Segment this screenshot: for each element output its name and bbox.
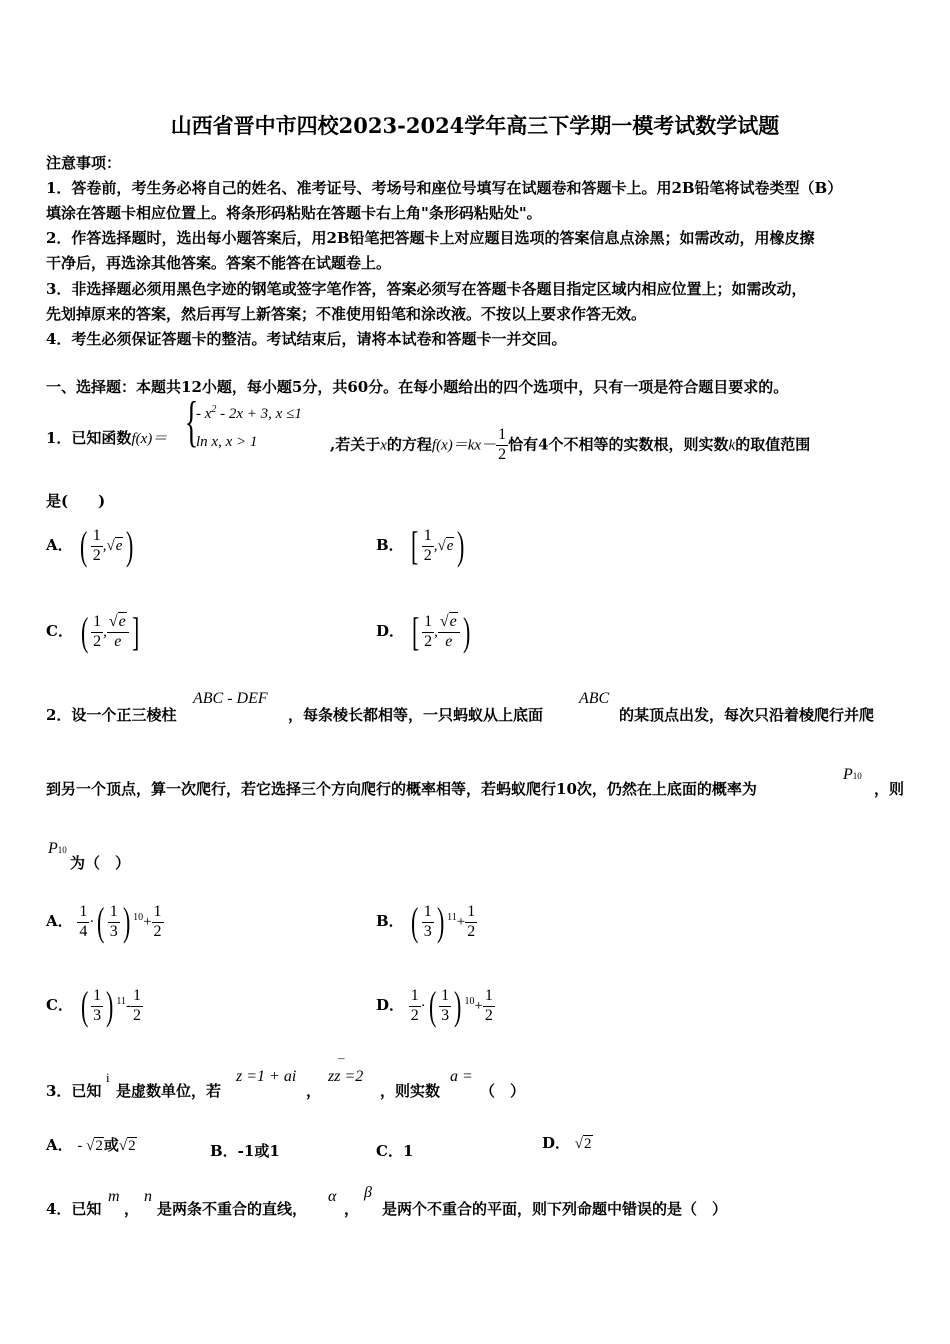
notice-line: 1．答卷前，考生务必将自己的姓名、准考证号、考场号和座位号填写在试题卷和答题卡上。用2B铅笔将试卷类型（B） (46, 179, 843, 197)
section-heading: 一、选择题：本题共12小题，每小题5分，共60分。在每小题给出的四个选项中，只有一项是符合题目要求的。 (46, 378, 789, 396)
q1-prefix: 1．已知函数f(x)＝ (46, 429, 168, 447)
q4-beta: β (364, 1184, 372, 1201)
q4-m: m (108, 1188, 120, 1205)
q1-condition: ,若关于x的方程f(x)＝kx－ $\frac{1}{2}$ 恰有4个不相等的实数根，则实数k的取值范围 (330, 426, 811, 463)
q1-line2: 是( ) (46, 492, 106, 510)
notice-line: 先划掉原来的答案，然后再写上新答案；不准使用铅笔和涂改液。不按以上要求作答无效。 (46, 305, 647, 323)
q1-case2: ln x, x > 1 (196, 434, 258, 450)
q1-case1: - $x^2 - 2x + 3$, x ≤1 (196, 404, 302, 422)
q3-option-c[interactable]: C．1 (376, 1142, 414, 1160)
q3-prefix: 3．已知 (46, 1082, 102, 1100)
q3-option-d[interactable]: D． √2 (542, 1134, 592, 1152)
q2-prism: ABC - DEF (193, 690, 268, 707)
q2-prefix: 2．设一个正三棱柱 (46, 706, 177, 724)
q4-c2: ， (344, 1200, 360, 1218)
q3-paren: （ ） (480, 1082, 526, 1100)
q4-mid: 是两条不重合的直线， (157, 1200, 308, 1218)
q2-p10: P10 (843, 766, 862, 783)
q1-brace: { (184, 391, 199, 453)
q1-option-c[interactable]: C． ( $\frac{1}{2}$ , $\frac{√e}{e}$ ] (46, 609, 140, 654)
q3-i: i (106, 1070, 110, 1085)
q3-z: z =1 + ai (236, 1068, 297, 1085)
q4-n: n (144, 1188, 152, 1205)
notice-line: 干净后，再选涂其他答案。答案不能答在试题卷上。 (46, 254, 392, 272)
q2-option-d[interactable]: D． $\frac{1}{2}$ ·( $\frac{1}{3}$ ) $^{10}$+ $\frac{1}{2}$ (376, 983, 493, 1028)
notice-line: 4．考生必须保证答题卡的整洁。考试结束后，请将本试卷和答题卡一并交回。 (46, 330, 567, 348)
q4-alpha: α (328, 1188, 337, 1205)
q3-mid: 是虚数单位，若 (116, 1082, 222, 1100)
page-title: 山西省晋中市四校2023-2024学年高三下学期一模考试数学试题 (170, 113, 780, 138)
q1-option-d[interactable]: D． [ $\frac{1}{2}$ , $\frac{√e}{e}$ ) (376, 609, 471, 654)
q2-line3: 为（ ） (70, 854, 131, 872)
q1-option-a[interactable]: A． ( $\frac{1}{2}$ ,√e) (46, 523, 134, 568)
q4-c1: ， (124, 1200, 140, 1218)
notice-line: 2．作答选择题时，选出每小题答案后，用2B铅笔把答题卡上对应题目选项的答案信息点涂黑；如需改动，用橡皮擦 (46, 229, 815, 247)
q1-sq: 2 (211, 404, 217, 415)
q4-prefix: 4．已知 (46, 1200, 102, 1218)
q2-option-b[interactable]: B． ( $\frac{1}{3}$ ) $^{11}$+ $\frac{1}{2}$ (376, 899, 476, 944)
q1-option-b[interactable]: B． [ $\frac{1}{2}$ ,√e) (376, 523, 465, 568)
q3-option-b[interactable]: B．-1或1 (210, 1142, 280, 1160)
q2-line2-tail: ，则 (874, 780, 905, 798)
q2-p10-b: P10 (48, 840, 67, 857)
q2-tail: 的某顶点出发，每次只沿着棱爬行并爬 (619, 706, 875, 724)
q2-option-c[interactable]: C． ( $\frac{1}{3}$ ) $^{11}$- $\frac{1}{2}$ (46, 983, 142, 1028)
notice-line: 3．非选择题必须用黑色字迹的钢笔或签字笔作答，答案必须写在答题卡各题目指定区域内相应位置上；如需改动， (46, 280, 807, 298)
q3-tail: ，则实数 (380, 1082, 441, 1100)
q3-a: a = (450, 1068, 473, 1085)
q2-line2: 到另一个顶点，算一次爬行，若它选择三个方向爬行的概率相等，若蚂蚁爬行10次，仍然在上底面的概率为 (46, 780, 757, 798)
q1-fx: f(x)＝ (131, 431, 168, 447)
q2-abc: ABC (579, 690, 610, 707)
q2-option-a[interactable]: A． $\frac{1}{4}$ ·( $\frac{1}{3}$ ) $^{10}$+ $\frac{1}{2}$ (46, 899, 162, 944)
q1-half: $\frac{1}{2}$ (498, 426, 507, 463)
notice-line: 填涂在答题卡相应位置上。将条形码粘贴在答题卡右上角"条形码粘贴处"。 (46, 204, 542, 222)
q3-comma: ， (306, 1082, 322, 1100)
q3-option-a[interactable]: A． - √2或√2 (46, 1136, 136, 1154)
q4-tail: 是两个不重合的平面，则下列命题中错误的是（ ） (382, 1200, 728, 1218)
q3-zz: zz =2 (328, 1068, 364, 1085)
q2-mid: ，每条棱长都相等，一只蚂蚁从上底面 (288, 706, 544, 724)
notice-heading: 注意事项： (46, 154, 122, 172)
q3-zbar: ¯ (338, 1056, 345, 1071)
